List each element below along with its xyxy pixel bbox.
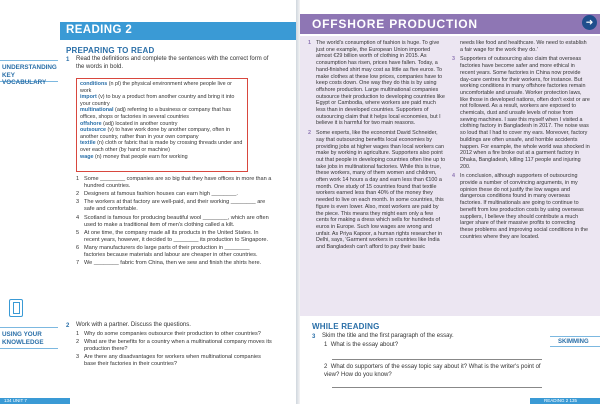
item-number: 2 [76,339,80,346]
exercise-number: 3 [312,334,316,340]
vocabulary-term: multinational [80,107,114,114]
question-item: 2 What do supporters of the essay topic say about it? What is the writer's point of view? How do you know? [324,364,541,378]
paragraph-4: 4 In conclusion, although supporters of outsourcing provide a number of convincing arguments, in my opinion these do not justify the low wages and dangerous conditions found in many overseas factories. If multinationals are going to continue to benefit from low production costs by using overseas suppliers, I believe they should contribute a much larger share of their massive profits to correcting these problems and improving social conditions in the countries where they are located. [452,173,588,240]
vocabulary-definition: (n) money that people earn for working [93,153,188,160]
list-item [76,331,272,338]
answer-line[interactable] [332,359,542,360]
list-item [76,191,272,198]
paragraph-2: 2 Some experts, like the economist David Schneider, say that outsourcing benefits local economies by providing jobs at higher wages than local workers can make by working in agriculture. Supporters also point out that people in developing countries often line up to take jobs in multinational factories. While this is true, these workers, many of them women and children, often work 14 hours a day and earn less than €100 a month. One study of 15 countries found that textile workers earned less than 40% of the money they needed to live on each month. In some countries, this figure is even lower. Also, most workers are paid by the piece. This means they might earn only a few cents for making a dress which sells for hundreds of euros in Europe. Such low wages are wrong and unfair. As Priya Kapoor, a human rights researcher in Delhi, says, 'Garment workers in countries like India and Bangladesh can't afford to pay their basic [308,130,446,251]
section-title: READING 2 [60,22,296,40]
list-item [76,176,272,190]
vocabulary-definition: (v) to have work done by another company, often in another country, rather than in your own company [80,127,231,140]
left-page [0,0,296,404]
item-text: Some ________ companies are so big that they have offices in more than a hundred countries. [84,176,272,189]
essay-title: OFFSHORE PRODUCTION [300,14,600,34]
vocabulary-definition: (n pl) the physical environment where people live or work [80,81,232,94]
skill-tab-skimming: SKIMMING [550,336,600,347]
essay-panel [300,36,600,316]
exercise-instruction: Read the definitions and complete the sentences with the correct form of the words in bold. [76,56,269,70]
arrow-right-icon[interactable]: ➜ [582,15,597,30]
paragraph-1: 1 The world's consumption of fashion is huge. To give just one example, the European Union imported almost €29 billion worth of clothing in 2015. As consumption has risen, prices have fallen. Today, a hand-finished shirt may cost as little as five euros. To make clothes at these low prices, companies have to keep costs down. One way they do this is by using offshore production. Large multinational companies outsource their production to developing countries like Egypt or Cambodia, where workers are paid much less than in developed countries. Supporters of outsourcing claim that it helps local economies, but I believe it is harmful for two main reasons. [308,40,445,127]
item-number: 5 [76,229,80,236]
vocabulary-definition: (v) to buy a product from another country and bring it into your country [80,94,235,107]
vocabulary-entry [80,81,244,94]
preparing-heading: PREPARING TO READ [66,46,155,55]
list-item [76,199,272,213]
list-item [76,354,272,368]
list-item [76,215,272,229]
vocabulary-term: textile [80,140,96,147]
item-text: Why do some companies outsource their production to other countries? [84,331,261,337]
sentence-list [76,176,272,268]
skill-tab-vocabulary: UNDERSTANDING KEY VOCABULARY [0,60,58,82]
exercise-instruction: Skim the title and the first paragraph of the essay. [322,333,454,339]
item-number: 7 [76,260,80,267]
right-page [300,0,600,404]
vocabulary-term: outsource [80,127,107,134]
vocabulary-definition: (adj) located in another country [101,120,178,127]
paragraph-3: 3 Supporters of outsourcing also claim that overseas factories have become safer and more ethical in recent years. Some factories in China now provide day-care centres for their workers, for instance. But working conditions in many offshore factories remain uncomfortable and unsafe. Worker protection laws, like those in developed nations, often don't exist or are not followed. As a result, workers are exposed to chemicals, dust and unsafe levels of noise from sewing machines. I saw this myself when I visited a clothing factory in Bangladesh in 2017. The noise was so loud that I had to cover my ears. Moreover, factory buildings are often unsafe, and horrible accidents happen. For example, the whole world was shocked in 2012 when a fire broke out at a garment factory in Dhaka, Bangladesh, killing 117 people and injuring 200. [452,56,590,170]
item-text: Designers at famous fashion houses can earn high ________. [84,191,238,198]
list-item [76,339,272,353]
vocabulary-entry [80,121,244,128]
item-number: 1 [76,331,80,337]
item-text: We ________ fabric from China, then we sew and finish the shirts here. [84,260,262,267]
item-text: The workers at that factory are well-paid, and their working ________ are safe and comfortable. [84,199,266,213]
essay-column-1 [308,40,446,254]
item-text: Scotland is famous for producing beautiful wool ________, which are often used to make a traditional item of men's clothing called a kilt. [84,214,269,228]
vocabulary-box [76,78,248,172]
essay-column-2 [452,40,590,243]
vocabulary-term: offshore [80,120,102,127]
answer-line[interactable] [332,387,542,388]
vocabulary-term: wage [80,153,94,160]
vocabulary-term: conditions [80,81,108,87]
vocabulary-entry [80,140,244,153]
vocabulary-term: import [80,94,97,101]
skill-tab-knowledge: USING YOUR KNOWLEDGE [0,327,58,349]
page-footer: 134 UNIT 7 [4,398,27,403]
item-number: 1 [76,176,80,182]
while-reading-heading: WHILE READING [312,322,380,331]
vocabulary-entry [80,127,244,140]
list-item [76,230,272,244]
paragraph-2-continued: needs like food and healthcare. We need to establish a fair wage for the work they do.' [460,40,587,53]
question-list [76,331,272,370]
item-number: 6 [76,244,80,251]
item-text: Many manufacturers do large parts of their production in ________ factories because materials and labour are cheaper in other countries. [84,244,258,258]
item-number: 3 [76,199,80,206]
list-item [76,245,272,259]
vocabulary-entry [80,94,244,107]
vocabulary-entry [80,107,244,120]
vocabulary-definition: (adj) referring to a business or company that has offices, shops or factories in several countries [80,107,232,120]
item-text: What are the benefits for a country when a multinational company moves its production there? [84,339,272,353]
question-item: 1 What is the essay about? [324,342,399,348]
smartphone-icon [9,299,23,317]
item-number: 2 [76,191,80,198]
item-number: 4 [76,214,80,221]
vocabulary-definition: (n) cloth or fabric that is made by crossing threads under and over each other (by hand or machine) [80,140,243,153]
item-text: Are there any disadvantages for workers when multinational companies base their factories in their countries? [84,354,261,368]
vocabulary-entry [80,154,244,161]
exercise-instruction: Work with a partner. Discuss the questions. [76,322,191,328]
exercise-number: 1 [66,57,70,63]
exercise-number: 2 [66,323,70,329]
list-item [76,260,272,267]
page-footer: READING 2 135 [544,398,578,403]
item-number: 3 [76,354,80,361]
item-text: At one time, the company made all its products in the United States. In recent years, however, it decided to ________ its production to Singapore. [84,229,269,243]
